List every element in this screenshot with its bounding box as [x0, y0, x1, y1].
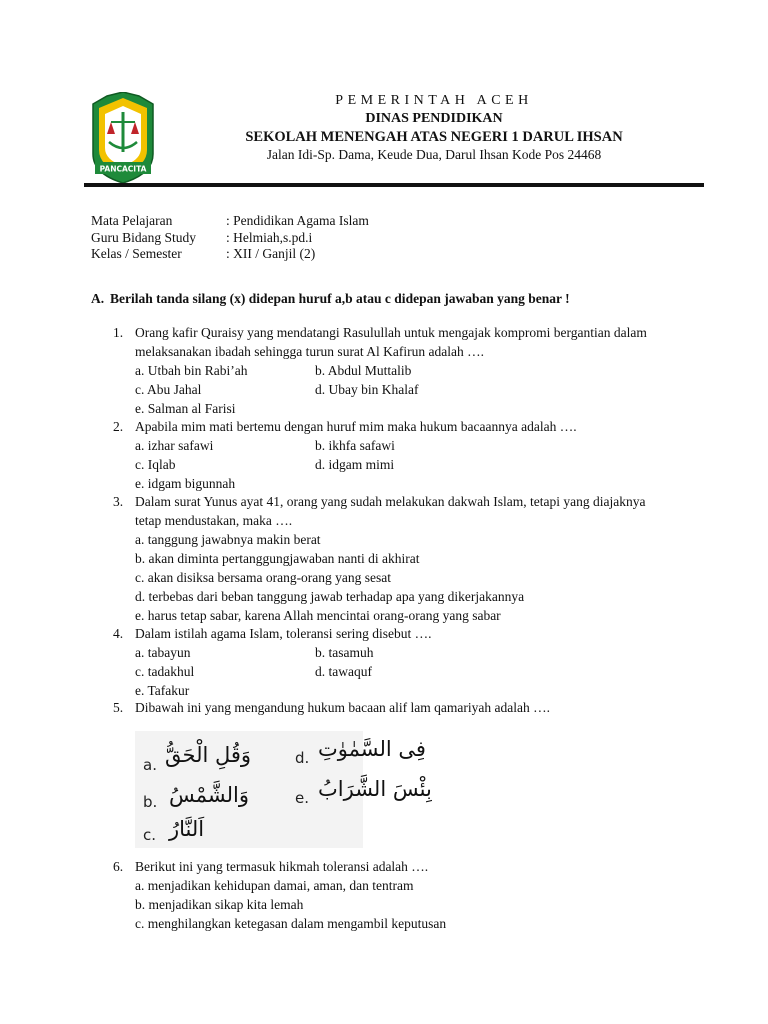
arabic-option-letter: c. [143, 826, 157, 844]
arabic-option-e-text[interactable]: بِئْسَ الشَّرَابُ [318, 777, 432, 801]
question-text: Dalam surat Yunus ayat 41, orang yang sudah melakukan dakwah Islam, tetapi yang diajaknya tetap mendustakan, maka …. [135, 494, 646, 528]
identity-label: Guru Bidang Study [91, 229, 197, 245]
question-number: 4. [113, 626, 124, 641]
identity-value: : Pendidikan Agama Islam [226, 213, 369, 228]
question-4 [113, 624, 675, 700]
option-d[interactable]: d. tawaquf [315, 664, 372, 679]
arabic-option-letter: a. [143, 756, 157, 774]
section-letter: A. [91, 291, 105, 306]
question-number: 2. [113, 419, 124, 434]
option-b[interactable]: b. akan diminta pertanggungjawaban nanti di akhirat [135, 551, 420, 566]
arabic-option-a[interactable]: وَقُلِ الْحَقُّ [165, 743, 252, 767]
identity-row [91, 246, 369, 263]
identity-label: Kelas / Semester [91, 246, 182, 261]
question-number: 5. [113, 700, 124, 715]
arabic-option-letter: e. [295, 789, 309, 807]
question-number: 3. [113, 494, 124, 509]
answer-options [135, 530, 675, 625]
option-b[interactable]: b. tasamuh [315, 645, 374, 660]
option-c[interactable]: c. tadakhul [135, 664, 195, 679]
identity-label: Mata Pelajaran [91, 213, 173, 228]
arabic-option-letter: b. [143, 793, 158, 811]
option-d[interactable]: d. terbebas dari beban tanggung jawab terhadap apa yang dikerjakannya [135, 589, 525, 604]
question-number: 1. [113, 325, 124, 340]
identity-row [91, 213, 369, 230]
option-c[interactable]: c. akan disiksa bersama orang-orang yang sesat [135, 570, 392, 585]
option-d[interactable]: d. idgam mimi [315, 457, 395, 472]
arabic-option-d-text[interactable]: فِى السَّمٰوٰتِ [318, 737, 426, 761]
answer-options [135, 436, 675, 493]
option-e[interactable]: e. Salman al Farisi [135, 401, 236, 416]
question-text: Dibawah ini yang mengandung hukum bacaan alif lam qamariyah adalah …. [135, 700, 550, 715]
logo-text: PANCACITA [99, 164, 147, 174]
option-a[interactable]: a. tabayun [135, 645, 191, 660]
question-5 [113, 698, 675, 717]
option-e[interactable]: e. Tafakur [135, 683, 190, 698]
question-1 [113, 323, 675, 418]
option-c[interactable]: c. menghilangkan ketegasan dalam mengambil keputusan [135, 916, 447, 931]
option-e[interactable]: e. idgam bigunnah [135, 476, 236, 491]
arabic-option-letter: d. [295, 749, 310, 767]
option-c[interactable]: c. Iqlab [135, 457, 176, 472]
question-3 [113, 492, 675, 625]
identity-value: : Helmiah,s.pd.i [226, 229, 313, 245]
answer-options [135, 643, 675, 700]
question-text: Berikut ini yang termasuk hikmah toleransi adalah …. [135, 859, 429, 874]
option-a[interactable]: a. Utbah bin Rabi’ah [135, 363, 248, 378]
answer-options [135, 876, 675, 933]
option-c[interactable]: c. Abu Jahal [135, 382, 202, 397]
option-a[interactable]: a. izhar safawi [135, 438, 214, 453]
option-e[interactable]: e. harus tetap sabar, karena Allah mencintai orang-orang yang sabar [135, 608, 501, 623]
header-divider [84, 183, 704, 187]
question-text: Apabila mim mati bertemu dengan huruf mim maka hukum bacaannya adalah …. [135, 419, 577, 434]
option-b[interactable]: b. menjadikan sikap kita lemah [135, 897, 304, 912]
option-a[interactable]: a. tanggung jawabnya makin berat [135, 532, 321, 547]
option-b[interactable]: b. Abdul Muttalib [315, 363, 412, 378]
answer-options [135, 361, 675, 418]
pancacita-logo-icon [91, 92, 155, 184]
school-name: SEKOLAH MENENGAH ATAS NEGERI 1 DARUL IHSAN [245, 129, 623, 145]
question-6 [113, 857, 675, 933]
letterhead [160, 92, 708, 164]
option-d[interactable]: d. Ubay bin Khalaf [315, 382, 419, 397]
arabic-option-c[interactable]: اَلنَّارُ [169, 817, 205, 841]
option-b[interactable]: b. ikhfa safawi [315, 438, 395, 453]
question-2 [113, 417, 675, 493]
government-name: PEMERINTAH ACEH [335, 93, 533, 108]
agency-name: DINAS PENDIDIKAN [365, 111, 503, 126]
school-address: Jalan Idi-Sp. Dama, Keude Dua, Darul Ihsan Kode Pos 24468 [266, 147, 602, 162]
option-a[interactable]: a. menjadikan kehidupan damai, aman, dan tentram [135, 878, 414, 893]
question-number: 6. [113, 859, 124, 874]
identity-row [91, 230, 369, 247]
identity-value: : XII / Ganjil (2) [226, 246, 316, 261]
section-heading [91, 291, 570, 307]
question-text: Orang kafir Quraisy yang mendatangi Rasulullah untuk mengajak kompromi bergantian dalam melaksanakan ibadah sehingga turun surat Al Kafirun adalah …. [135, 325, 647, 359]
arabic-option-b[interactable]: وَالشَّمْسُ [169, 783, 250, 807]
section-instruction: Berilah tanda silang (x) didepan huruf a,b atau c didepan jawaban yang benar ! [110, 291, 570, 306]
question-text: Dalam istilah agama Islam, toleransi sering disebut …. [135, 626, 432, 641]
exam-identity [91, 213, 369, 263]
